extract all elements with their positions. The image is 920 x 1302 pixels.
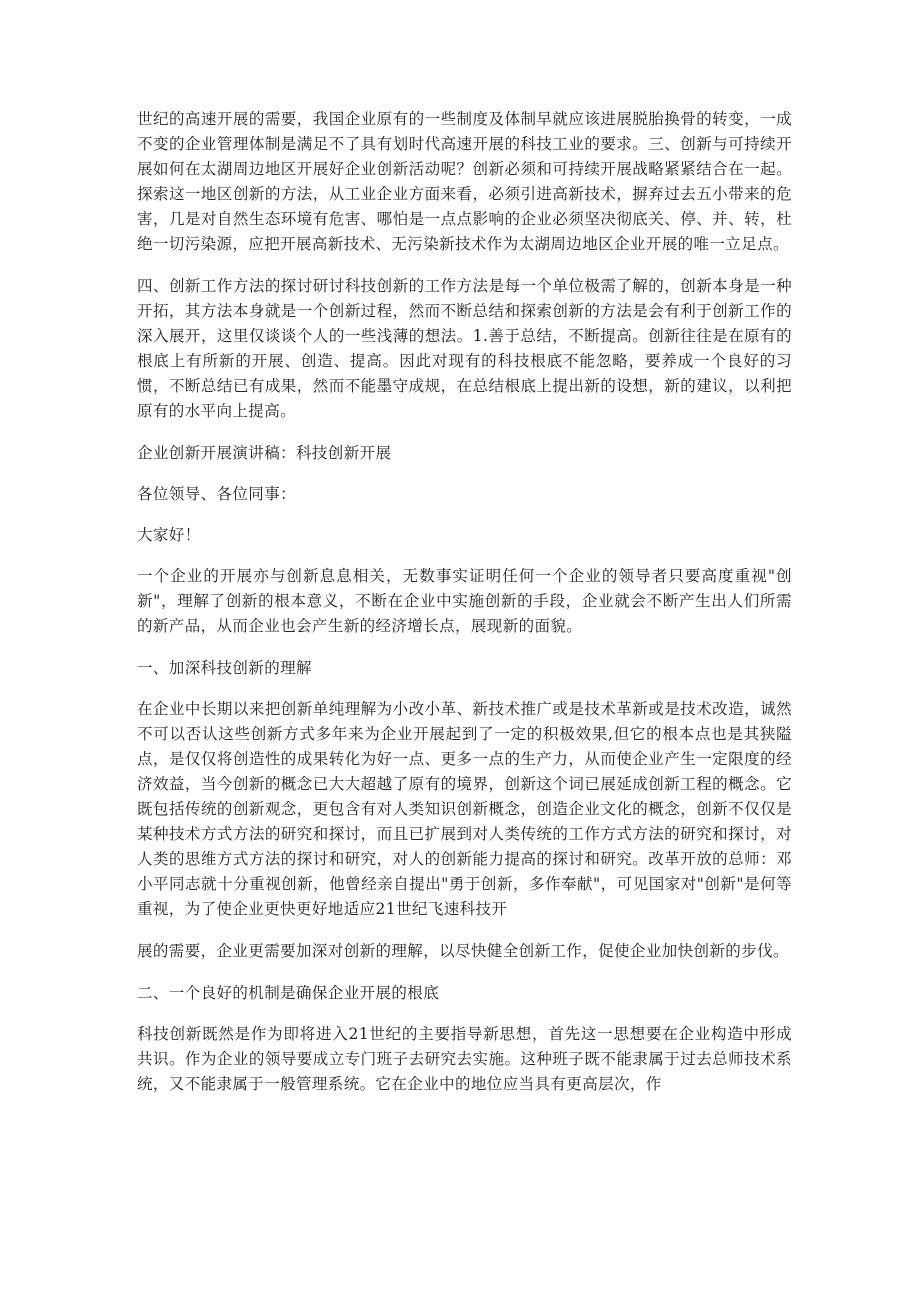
- section-heading-2: 二、一个良好的机制是确保企业开展的根底: [137, 984, 440, 1002]
- greeting: 大家好！: [137, 526, 201, 544]
- paragraph-intro: 一个企业的开展亦与创新息息相关，无数事实证明任何一个企业的领导者只要高度重视"创新"，理解了创新的根本意义，不断在企业中实施创新的手段，企业就会不断产生出人们所需的新产品，从而企业也会产生新的经济增长点，展现新的面貌。: [137, 567, 792, 635]
- paragraph-1: 世纪的高速开展的需要，我国企业原有的一些制度及体制早就应该进展脱胎换骨的转变，一成不变的企业管理体制是满足不了具有划时代高速开展的科技工业的要求。三、创新与可持续开展如何在太湖周边地区开展好企业创新活动呢？创新必须和可持续开展战略紧紧结合在一起。探索这一地区创新的方法，从工业企业方面来看，必须引进高新技术，摒弃过去五小带来的危害，几是对自然生态环境有危害、哪怕是一点点影响的企业必须坚决彻底关、停、并、转，杜绝一切污染源，应把开展高新技术、无污染新技术作为太湖周边地区企业开展的唯一立足点。: [137, 110, 792, 253]
- paragraph-section-1-cont: 展的需要，企业更需要加深对创新的理解，以尽快健全创新工作，促使企业加快创新的步伐。: [137, 942, 789, 960]
- document-body: [137, 107, 792, 1114]
- speech-title: 企业创新开展演讲稿：科技创新开展: [137, 444, 392, 462]
- section-heading-1: 一、加深科技创新的理解: [137, 659, 312, 677]
- paragraph-2: 四、创新工作方法的探讨研讨科技创新的工作方法是每一个单位极需了解的，创新本身是一种开拓，其方法本身就是一个创新过程，然而不断总结和探索创新的方法是会有利于创新工作的深入展开，这里仅谈谈个人的一些浅薄的想法。1.善于总结，不断提高。创新往往是在原有的根底上有所新的开展、创造、提高。因此对现有的科技根底不能忽略，要养成一个良好的习惯，不断总结已有成果，然而不能墨守成规，在总结根底上提出新的设想，新的建议，以利把原有的水平向上提高。: [137, 277, 792, 420]
- paragraph-section-2: 科技创新既然是作为即将进入21世纪的主要指导新思想，首先这一思想要在企业构造中形成共识。作为企业的领导要成立专门班子去研究去实施。这种班子既不能隶属于过去总师技术系统，又不能隶属于一般管理系统。它在企业中的地位应当具有更高层次，作: [137, 1025, 792, 1093]
- paragraph-section-1: 在企业中长期以来把创新单纯理解为小改小革、新技术推广或是技术革新或是技术改造，诚然不可以否认这些创新方式多年来为企业开展起到了一定的积极效果,但它的根本点也是其狭隘点，是仅仅将创造性的成果转化为好一点、更多一点的生产力，从而使企业产生一定限度的经济效益，当今创新的概念已大大超越了原有的境界，创新这个词已展延成创新工程的概念。它既包括传统的创新观念，更包含有对人类知识创新概念，创造企业文化的概念，创新不仅仅是某种技术方式方法的研究和探讨，而且已扩展到对人类传统的工作方式方法的研究和探讨，对人类的思维方式方法的探讨和研究，对人的创新能力提高的探讨和研究。改革开放的总师：邓小平同志就十分重视创新，他曾经亲自提出"勇于创新，多作奉献"，可见国家对"创新"是何等重视，为了使企业更快更好地适应21世纪飞速科技开: [137, 700, 792, 918]
- salutation: 各位领导、各位同事：: [137, 485, 297, 503]
